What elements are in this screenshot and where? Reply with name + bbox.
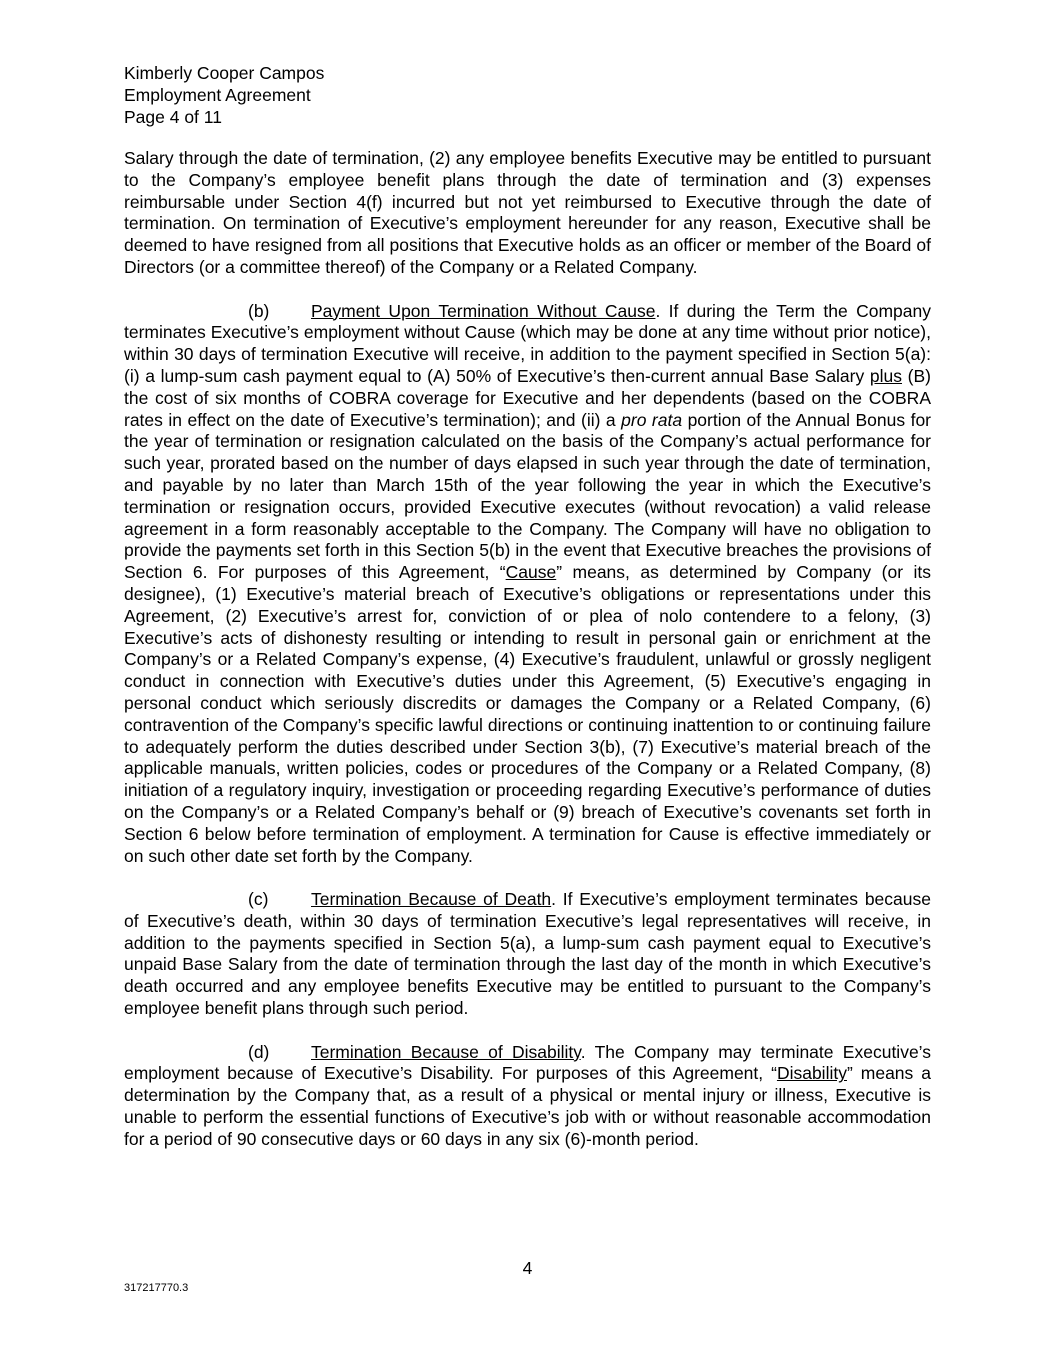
paragraph-b: (b) Payment Upon Termination Without Cause. If during the Term the Company terminates Executive’s employment without Cause (which may be done at any time without prior notice), within 30 days of termination Executive will receive, in addition to the payment specified in Section 5(a): (i) a lump-sum cash payment equal to (A) 50% of Executive’s then-current annual Base Salary plus (B) the cost of six months of COBRA coverage for Executive and her dependents (based on the COBRA rates in effect on the date of Executive’s termination); and (ii) a pro rata portion of the Annual Bonus for the year of termination or resignation calculated on the basis of the Company’s actual performance for such year, prorated based on the number of days elapsed in such year through the date of termination, and payable by no later than March 15th of the year following the year in which the Executive’s termination or resignation occurs, provided Executive executes (without revocation) a valid release agreement in a form reasonably acceptable to the Company. The Company will have no obligation to provide the payments set forth in this Section 5(b) in the event that Executive breaches the provisions of Section 6. For purposes of this Agreement, “Cause” means, as determined by Company (or its designee), (1) Executive’s material breach of Executive’s obligations or representations under this Agreement, (2) Executive’s arrest for, conviction of or plea of nolo contendere to a felony, (3) Executive’s acts of dishonesty resulting or intending to result in personal gain or enrichment at the Company’s or a Related Company’s expense, (4) Executive’s fraudulent, unlawful or grossly negligent conduct in connection with Executive’s duties under this Agreement, (5) Executive’s engaging in personal conduct which seriously discredits or damages the Company or a Related Company, (6) contravention of the Company’s specific lawful directions or continuing inattention to or continuing failure to adequately perform the duties described under Section 3(b), (7) Executive’s material breach of the applicable manuals, written policies, codes or procedures of the Company or a Related Company, (8) initiation of a regulatory inquiry, investigation or proceeding regarding Executive’s performance of duties on the Company’s or a Related Company’s behalf or (9) breach of Executive’s covenants set forth in Section 6 below before termination of employment. A termination for Cause is effective immediately or on such other date set forth by the Company. [124, 300, 932, 866]
section-heading: Termination Because of Death [311, 889, 552, 910]
paragraph-d: (d) Termination Because of Disability. The Company may terminate Executive’s employment because of Executive’s Disability. For purposes of this Agreement, “Disability” means a determination by the Company that, as a result of a physical or mental injury or illness, Executive is unable to perform the essential functions of Executive’s job with or without reasonable accommodation for a period of 90 consecutive days or 60 days in any six (6)-month period. [124, 1041, 931, 1149]
section-number: (c) [248, 889, 269, 910]
page-number: 4 [522, 1258, 533, 1278]
disability-defined-term: Disability [776, 1063, 847, 1084]
paragraph-c: (c) Termination Because of Death. If Executive’s employment terminates because of Executive’s death, within 30 days of termination Executive’s legal representatives will receive, in addition to the payments specified in Section 5(a), a lump-sum cash payment equal to Executive’s unpaid Base Salary from the date of termination through the last day of the month in which Executive’s death occurred and any employee benefits Executive may be entitled to pursuant to the Company’s employee benefit plans through such period. [124, 889, 931, 1019]
pro-rata-term: pro rata [621, 409, 683, 430]
section-heading: Termination Because of Disability [311, 1041, 581, 1062]
header-page-info: Page 4 of 11 [124, 107, 222, 127]
document-id: 317217770.3 [124, 1282, 189, 1294]
plus-term: plus [869, 365, 903, 386]
cause-defined-term: Cause [505, 562, 557, 583]
header-name: Kimberly Cooper Campos [124, 63, 325, 83]
document-header [124, 62, 324, 128]
paragraph-a-continued: Salary through the date of termination, (2) any employee benefits Executive may be entitled to pursuant to the Company’s employee benefit plans through the date of termination and (3) expenses reimbursable under Section 4(f) incurred but not yet reimbursed to Executive through the date of termination. On termination of Executive’s employment hereunder for any reason, Executive shall be deemed to have resigned from all positions that Executive holds as an officer or member of the Board of Directors (or a committee thereof) of the Company or a Related Company. [124, 148, 931, 277]
header-doc-title: Employment Agreement [124, 85, 311, 105]
section-number: (d) [248, 1041, 270, 1062]
document-body [124, 148, 931, 1172]
section-number: (b) [248, 300, 270, 321]
section-heading: Payment Upon Termination Without Cause [311, 300, 656, 321]
